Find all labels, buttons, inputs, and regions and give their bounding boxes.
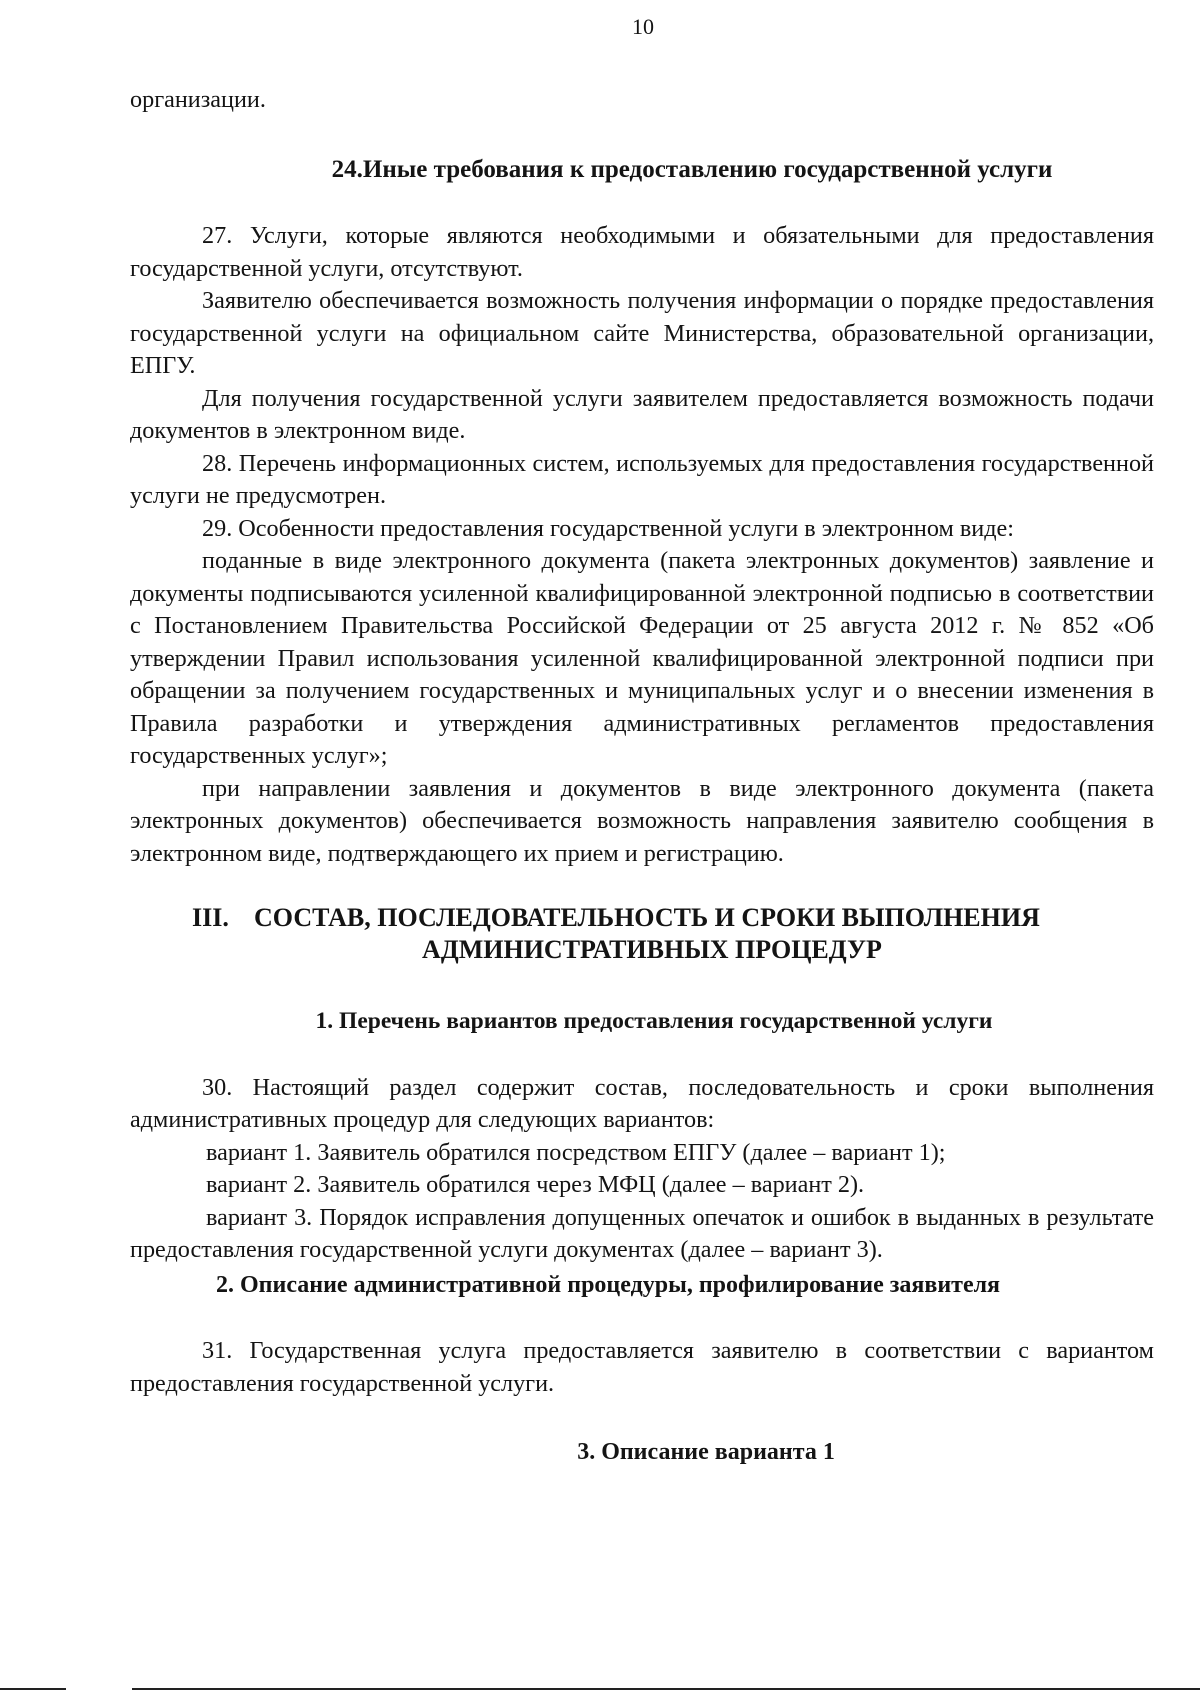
paragraph-31: 31. Государственная услуга предоставляется заявителю в соответствии с вариантом предоставления государственной услуги. — [130, 1337, 1154, 1397]
paragraph-notification: при направлении заявления и документов в виде электронного документа (пакета электронных документов) обеспечивается возможность направления заявителю сообщения в электронном виде, подтверждающего их прием и регистрацию. — [130, 774, 1154, 867]
paragraph-28: 28. Перечень информационных систем, используемых для предоставления государственной услуги не предусмотрен. — [130, 449, 1154, 509]
subsection-2-heading: 2. Описание административной процедуры, профилирование заявителя — [216, 1271, 1001, 1298]
paragraph-continuation: организации. — [130, 86, 266, 113]
footer-rule-right — [132, 1688, 1200, 1690]
subsection-3-heading: 3. Описание варианта 1 — [577, 1439, 835, 1465]
paragraph-electronic-submission: Для получения государственной услуги заявителем предоставляется возможность подачи документов в электронном виде. — [130, 384, 1154, 444]
chapter-title-line2: АДМИНИСТРАТИВНЫХ ПРОЦЕДУР — [422, 935, 882, 964]
section-24-heading: 24.Иные требования к предоставлению государственной услуги — [331, 155, 1053, 183]
list-item-variant-3: вариант 3. Порядок исправления допущенных опечаток и ошибок в выданных в результате предоставления государственной услуги документах (далее – вариант 3). — [130, 1203, 1154, 1263]
paragraph-info: Заявителю обеспечивается возможность получения информации о порядке предоставления государственной услуги на официальном сайте Министерства, образовательной организации, ЕПГУ. — [130, 287, 1154, 379]
list-item-variant-1: вариант 1. Заявитель обратился посредством ЕПГУ (далее – вариант 1); — [206, 1138, 946, 1166]
footer-rule-left — [0, 1688, 66, 1690]
paragraph-30: 30. Настоящий раздел содержит состав, последовательность и сроки выполнения административных процедур для следующих вариантов: — [130, 1073, 1154, 1133]
paragraph-signature: поданные в виде электронного документа (пакета электронных документов) заявление и документы подписываются усиленной квалифицированной электронной подписью в соответствии с Постановлением Правительства Российской Федерации от 25 августа 2012 г. № 852 «Об утверждении Правил использования усиленной квалифицированной электронной подписи при обращении за получением государственных и муниципальных услуг и о внесении изменения в Правила разработки и утверждения административных регламентов предоставления государственных услуг»; — [130, 547, 1154, 769]
document-body — [130, 84, 1154, 1469]
paragraph-27: 27. Услуги, которые являются необходимыми и обязательными для предоставления государственной услуги, отсутствуют. — [130, 222, 1154, 282]
page-number: 10 — [632, 14, 654, 39]
chapter-title-line1: СОСТАВ, ПОСЛЕДОВАТЕЛЬНОСТЬ И СРОКИ ВЫПОЛНЕНИЯ — [254, 903, 1040, 932]
chapter-number: III. — [192, 903, 229, 932]
paragraph-29: 29. Особенности предоставления государственной услуги в электронном виде: — [202, 514, 1014, 542]
subsection-1-heading: 1. Перечень вариантов предоставления государственной услуги — [315, 1008, 993, 1034]
list-item-variant-2: вариант 2. Заявитель обратился через МФЦ (далее – вариант 2). — [206, 1171, 865, 1198]
chapter-3-heading — [130, 902, 1154, 966]
